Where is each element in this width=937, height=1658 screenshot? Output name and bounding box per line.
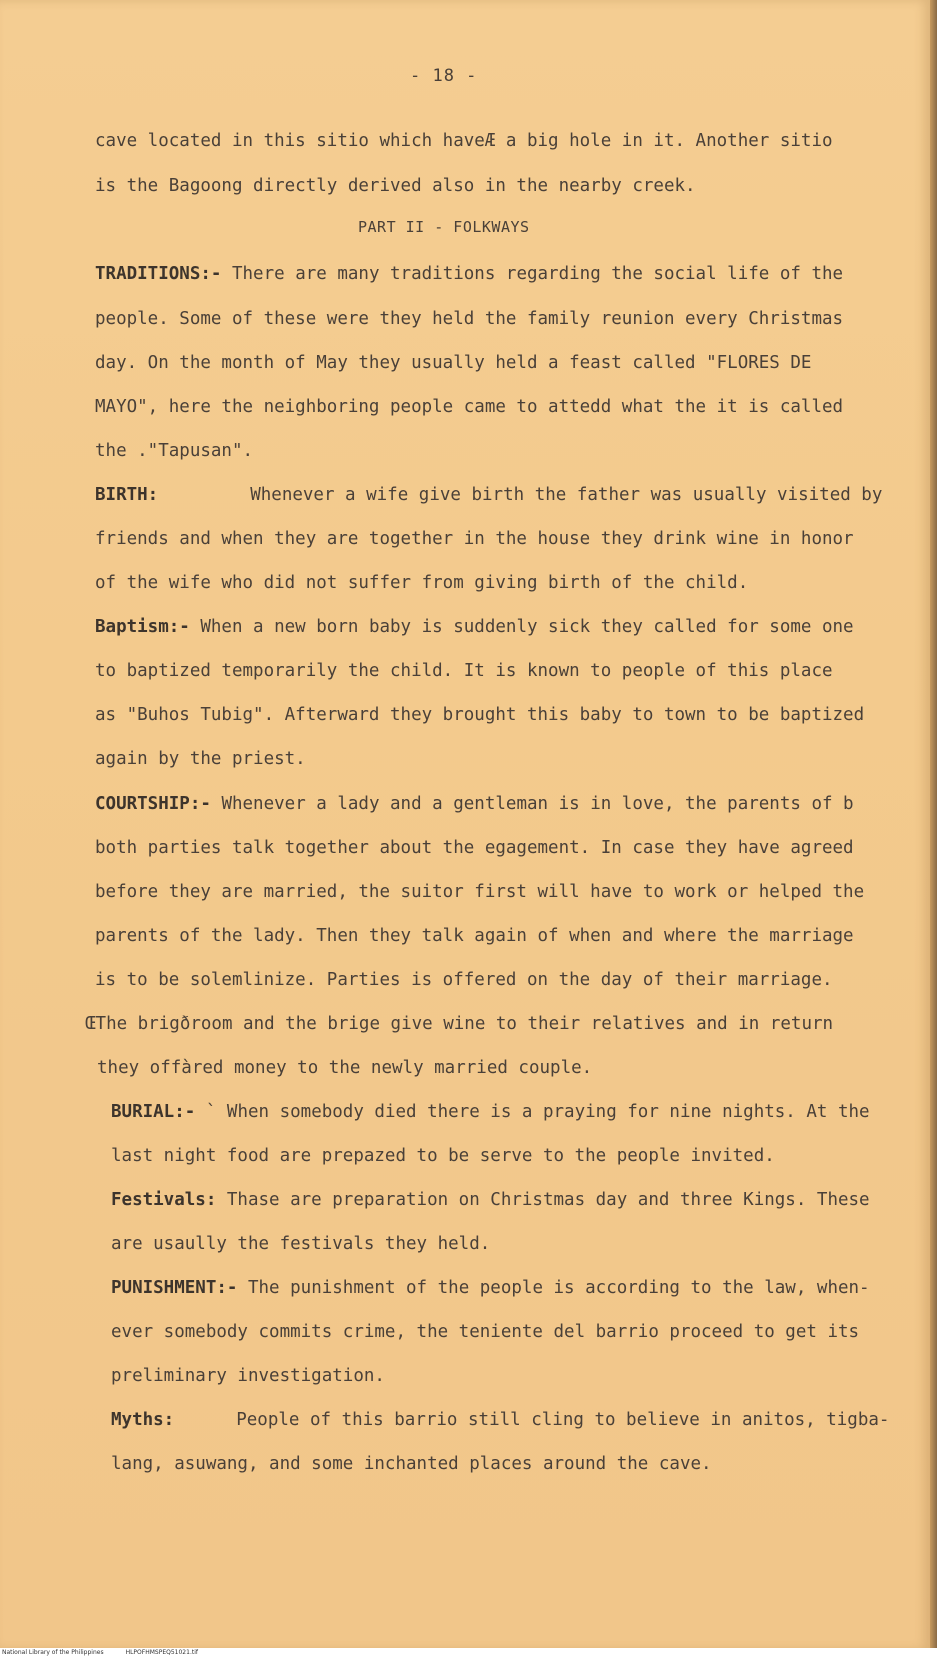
birth-label: BIRTH:: [95, 485, 159, 505]
traditions-label: TRADITIONS:-: [95, 264, 222, 284]
burial-text: ` When somebody died there is a praying for nine nights. At the: [195, 1102, 870, 1122]
courtship-line: both parties talk together about the egagement. In case they have agreed: [95, 838, 854, 858]
baptism-line: again by the priest.: [95, 749, 306, 769]
festivals-label: Festivals:: [111, 1190, 217, 1210]
baptism-line: to baptized temporarily the child. It is known to people of this place: [95, 661, 833, 681]
footer: [2, 1649, 220, 1656]
punishment-label: PUNISHMENT:-: [111, 1278, 238, 1298]
page-number: - 18 -: [410, 66, 478, 86]
traditions-text: There are many traditions regarding the social life of the: [221, 264, 844, 284]
festivals-line: are usaully the festivals they held.: [111, 1234, 491, 1254]
burial-label: BURIAL:-: [111, 1102, 196, 1122]
birth-paragraph-line: [95, 485, 882, 505]
courtship-label: COURTSHIP:-: [95, 794, 211, 814]
myths-paragraph-line: [111, 1410, 889, 1430]
myths-label: Myths:: [111, 1410, 175, 1430]
traditions-line: day. On the month of May they usually held a feast called "FLORES DE: [95, 353, 812, 373]
traditions-line: people. Some of these were they held the family reunion every Christmas: [95, 309, 844, 329]
myths-line: lang, asuwang, and some inchanted places around the cave.: [111, 1454, 712, 1474]
festivals-text: Thase are preparation on Christmas day and three Kings. These: [216, 1190, 870, 1210]
punishment-line: preliminary investigation.: [111, 1366, 385, 1386]
punishment-paragraph-line: [111, 1278, 870, 1298]
courtship-line: before they are married, the suitor first will have to work or helped the: [95, 882, 865, 902]
baptism-text: When a new born baby is suddenly sick they called for some one: [189, 617, 854, 637]
burial-line: last night food are prepazed to be serve to the people invited.: [111, 1146, 775, 1166]
courtship-line: parents of the lady. Then they talk again of when and where the marriage: [95, 926, 854, 946]
burial-paragraph-line: [111, 1102, 870, 1122]
baptism-label: Baptism:-: [95, 617, 190, 637]
intro-line-2: is the Bagoong directly derived also in the nearby creek.: [95, 176, 696, 196]
baptism-line: as "Buhos Tubig". Afterward they brought this baby to town to be baptized: [95, 705, 865, 725]
traditions-line: MAYO", here the neighboring people came to attedd what the it is called: [95, 397, 844, 417]
intro-line-1: cave located in this sitio which haveÆ a big hole in it. Another sitio: [95, 131, 833, 151]
courtship-line: ŒThe brigðroom and the brige give wine to their relatives and in return: [85, 1014, 834, 1034]
birth-text: Whenever a wife give birth the father was usually visited by: [250, 485, 883, 505]
courtship-line: they offàred money to the newly married couple.: [97, 1058, 593, 1078]
baptism-paragraph-line: [95, 617, 854, 637]
birth-line: friends and when they are together in the house they drink wine in honor: [95, 529, 854, 549]
courtship-paragraph-line: [95, 794, 854, 814]
traditions-paragraph-line: [95, 264, 843, 284]
courtship-text: Whenever a lady and a gentleman is in love, the parents of b: [210, 794, 854, 814]
punishment-line: ever somebody commits crime, the teniente del barrio proceed to get its: [111, 1322, 860, 1342]
traditions-line: the ."Tapusan".: [95, 441, 254, 461]
festivals-paragraph-line: [111, 1190, 870, 1210]
myths-text: People of this barrio still cling to believe in anitos, tigba-: [236, 1410, 890, 1430]
page-edge: [930, 0, 937, 1658]
footer-file: HLPOFHMSPEQ51021.tif: [125, 1649, 198, 1656]
birth-line: of the wife who did not suffer from giving birth of the child.: [95, 573, 749, 593]
footer-library: National Library of the Philippines: [2, 1649, 104, 1656]
section-heading: PART II - FOLKWAYS: [358, 218, 530, 236]
courtship-line: is to be solemlinize. Parties is offered on the day of their marriage.: [95, 970, 833, 990]
punishment-text: The punishment of the people is according to the law, when-: [237, 1278, 870, 1298]
